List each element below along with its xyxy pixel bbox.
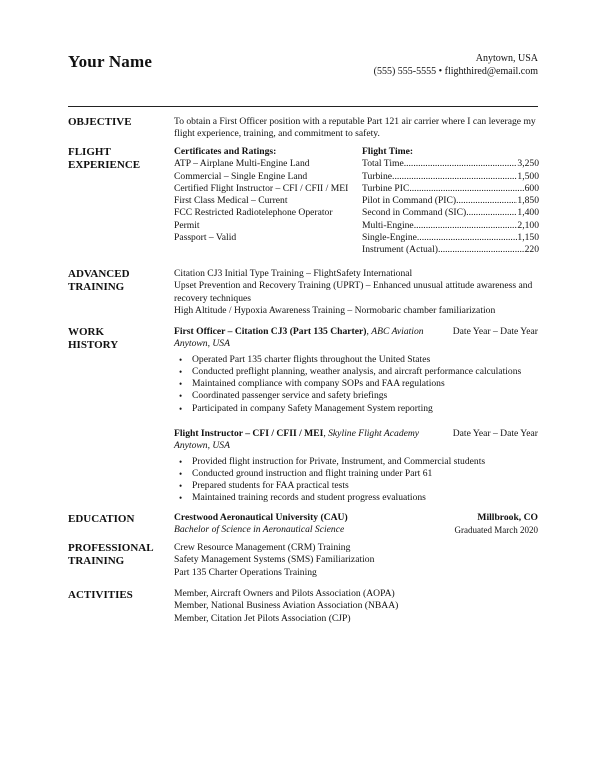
job-duties [174,456,538,505]
flight-time-row [362,232,539,244]
education-row [174,512,538,524]
duty-item: • Maintained training records and student progress evaluations [174,492,538,504]
section-label-line: WORK [68,326,105,338]
duty-item: • Provided flight instruction for Private, Instrument, and Commercial students [174,456,538,468]
activity-item: Member, National Business Aviation Association (NBAA) [174,600,399,612]
contact-block [374,52,538,78]
contact-separator: • [438,66,443,77]
duty-item: • Conducted ground instruction and flight training under Part 61 [174,468,538,480]
job-company: Skyline Flight Academy [328,428,420,439]
school-city: Millbrook, CO [477,512,538,523]
duty-item: • Maintained compliance with company SOPs and FAA regulations [174,378,538,390]
section-label-line: FLIGHT [68,146,111,158]
flight-time-value: 1,150 [517,232,539,244]
job-dates: Date Year – Date Year [452,428,538,439]
flight-time-row [362,244,539,256]
duty-item: • Coordinated passenger service and safety briefings [174,390,538,402]
flight-time-row [362,183,539,195]
flight-time-label: Turbine [362,170,393,182]
contact-line [374,65,538,78]
flight-time-table [362,146,539,257]
section-label-line: TRAINING [68,281,125,293]
flight-time-value: 3,250 [517,158,539,170]
professional-training-list [174,542,540,579]
section-label-objective: OBJECTIVE [68,116,132,128]
job-title-line: First Officer – Citation CJ3 (Part 135 Charter), ABC Aviation [174,326,424,337]
leader-dots [438,244,525,256]
activity-item: Member, Aircraft Owners and Pilots Association (AOPA) [174,588,395,599]
flight-time-value: 1,850 [517,195,539,207]
flight-time-row [362,158,539,170]
contact-phone: (555) 555-5555 [373,66,437,77]
flight-time-label: Total Time [362,158,404,170]
job-title: First Officer – Citation CJ3 (Part 135 Charter) [174,326,367,337]
leader-dots [417,232,518,244]
job-title: Flight Instructor – CFI / CFII / MEI [174,428,324,439]
flight-time-label: Second in Command (SIC) [362,207,467,219]
degree: Bachelor of Science in Aeronautical Science [174,524,345,536]
job-title-line: Flight Instructor – CFI / CFII / MEI, Skyline Flight Academy [174,428,420,439]
header-divider [68,106,538,107]
job-entry-flight-instructor [174,428,538,505]
job-header [174,326,538,338]
flight-time-value: 2,100 [517,219,539,231]
flight-time-heading: Flight Time: [362,146,414,157]
job-dates: Date Year – Date Year [452,326,538,337]
leader-dots [456,195,517,207]
section-label-line: TRAINING [68,555,125,567]
section-label-line: PROFESSIONAL [68,542,154,554]
leader-dots [409,183,524,195]
school-name: Crestwood Aeronautical University (CAU) [174,512,348,523]
objective-body: To obtain a First Officer position with a reputable Part 121 air carrier where I can leverage my flight experience, training, and commitment to safety. [174,116,536,140]
certificate-item: First Class Medical – Current [174,195,288,207]
flight-time-value: 1,500 [517,170,539,182]
section-label-line: ADVANCED [68,268,130,280]
section-label-flight-experience [68,146,140,172]
activity-item: Member, Citation Jet Pilots Association (CJP) [174,612,351,624]
education-row [174,524,538,536]
certificates-heading: Certificates and Ratings: [174,146,277,157]
duty-item: • Participated in company Safety Management System reporting [174,403,538,415]
flight-time-value: 1,400 [517,207,539,219]
job-duties [174,354,538,415]
advanced-training-list [174,268,540,317]
duty-item: • Operated Part 135 charter flights throughout the United States [174,354,538,366]
objective-text [174,116,540,141]
flight-time-value: 600 [524,182,539,194]
training-item: Crew Resource Management (CRM) Training [174,542,351,553]
certificate-item: Commercial – Single Engine Land [174,170,308,182]
flight-time-row [362,207,539,219]
contact-location: Anytown, USA [475,53,538,64]
certificates-list [174,146,354,244]
duty-item: • Prepared students for FAA practical tests [174,480,538,492]
contact-email: flighthired@email.com [444,66,538,77]
leader-dots [392,171,517,183]
flight-time-label: Pilot in Command (PIC) [362,195,457,207]
flight-time-row [362,220,539,232]
job-company: ABC Aviation [371,326,424,337]
leader-dots [414,220,518,232]
resume-name: Your Name [68,52,153,71]
job-location: Anytown, USA [174,338,230,350]
job-entry-first-officer [174,326,538,415]
certificate-item: Passport – Valid [174,232,237,244]
training-item: High Altitude / Hypoxia Awareness Training – Normobaric chamber familiarization [174,304,496,316]
activities-list [174,588,540,625]
leader-dots [466,207,517,219]
certificate-item: ATP – Airplane Multi-Engine Land [174,158,310,170]
certificate-item: Certified Flight Instructor – CFI / CFII / MEI [174,182,349,194]
leader-dots [404,158,518,170]
certificate-item: FCC Restricted Radiotelephone Operator Permit [174,207,333,231]
section-label-professional-training [68,542,154,568]
flight-time-row [362,171,539,183]
training-item: Citation CJ3 Initial Type Training – FlightSafety International [174,268,413,279]
section-label-line: HISTORY [68,339,119,351]
flight-time-value: 220 [524,244,539,256]
education-entry [174,512,538,537]
graduation-date: Graduated March 2020 [454,525,538,536]
training-item: Part 135 Charter Operations Training [174,566,317,578]
duty-item: • Conducted preflight planning, weather analysis, and aircraft performance calculations [174,366,538,378]
flight-time-label: Single-Engine [362,232,417,244]
training-item: Upset Prevention and Recovery Training (UPRT) – Enhanced unusual attitude awareness and recovery techniques [174,280,533,304]
job-header [174,428,538,440]
section-label-activities: ACTIVITIES [68,589,133,601]
flight-time-label: Multi-Engine [362,219,414,231]
section-label-work-history [68,326,118,352]
flight-time-label: Turbine PIC [362,182,410,194]
flight-time-label: Instrument (Actual) [362,244,438,256]
training-item: Safety Management Systems (SMS) Familiarization [174,554,375,566]
section-label-advanced-training [68,268,130,294]
section-label-line: EXPERIENCE [68,159,141,171]
section-label-education: EDUCATION [68,513,135,525]
job-location: Anytown, USA [174,440,230,452]
flight-time-row [362,195,539,207]
